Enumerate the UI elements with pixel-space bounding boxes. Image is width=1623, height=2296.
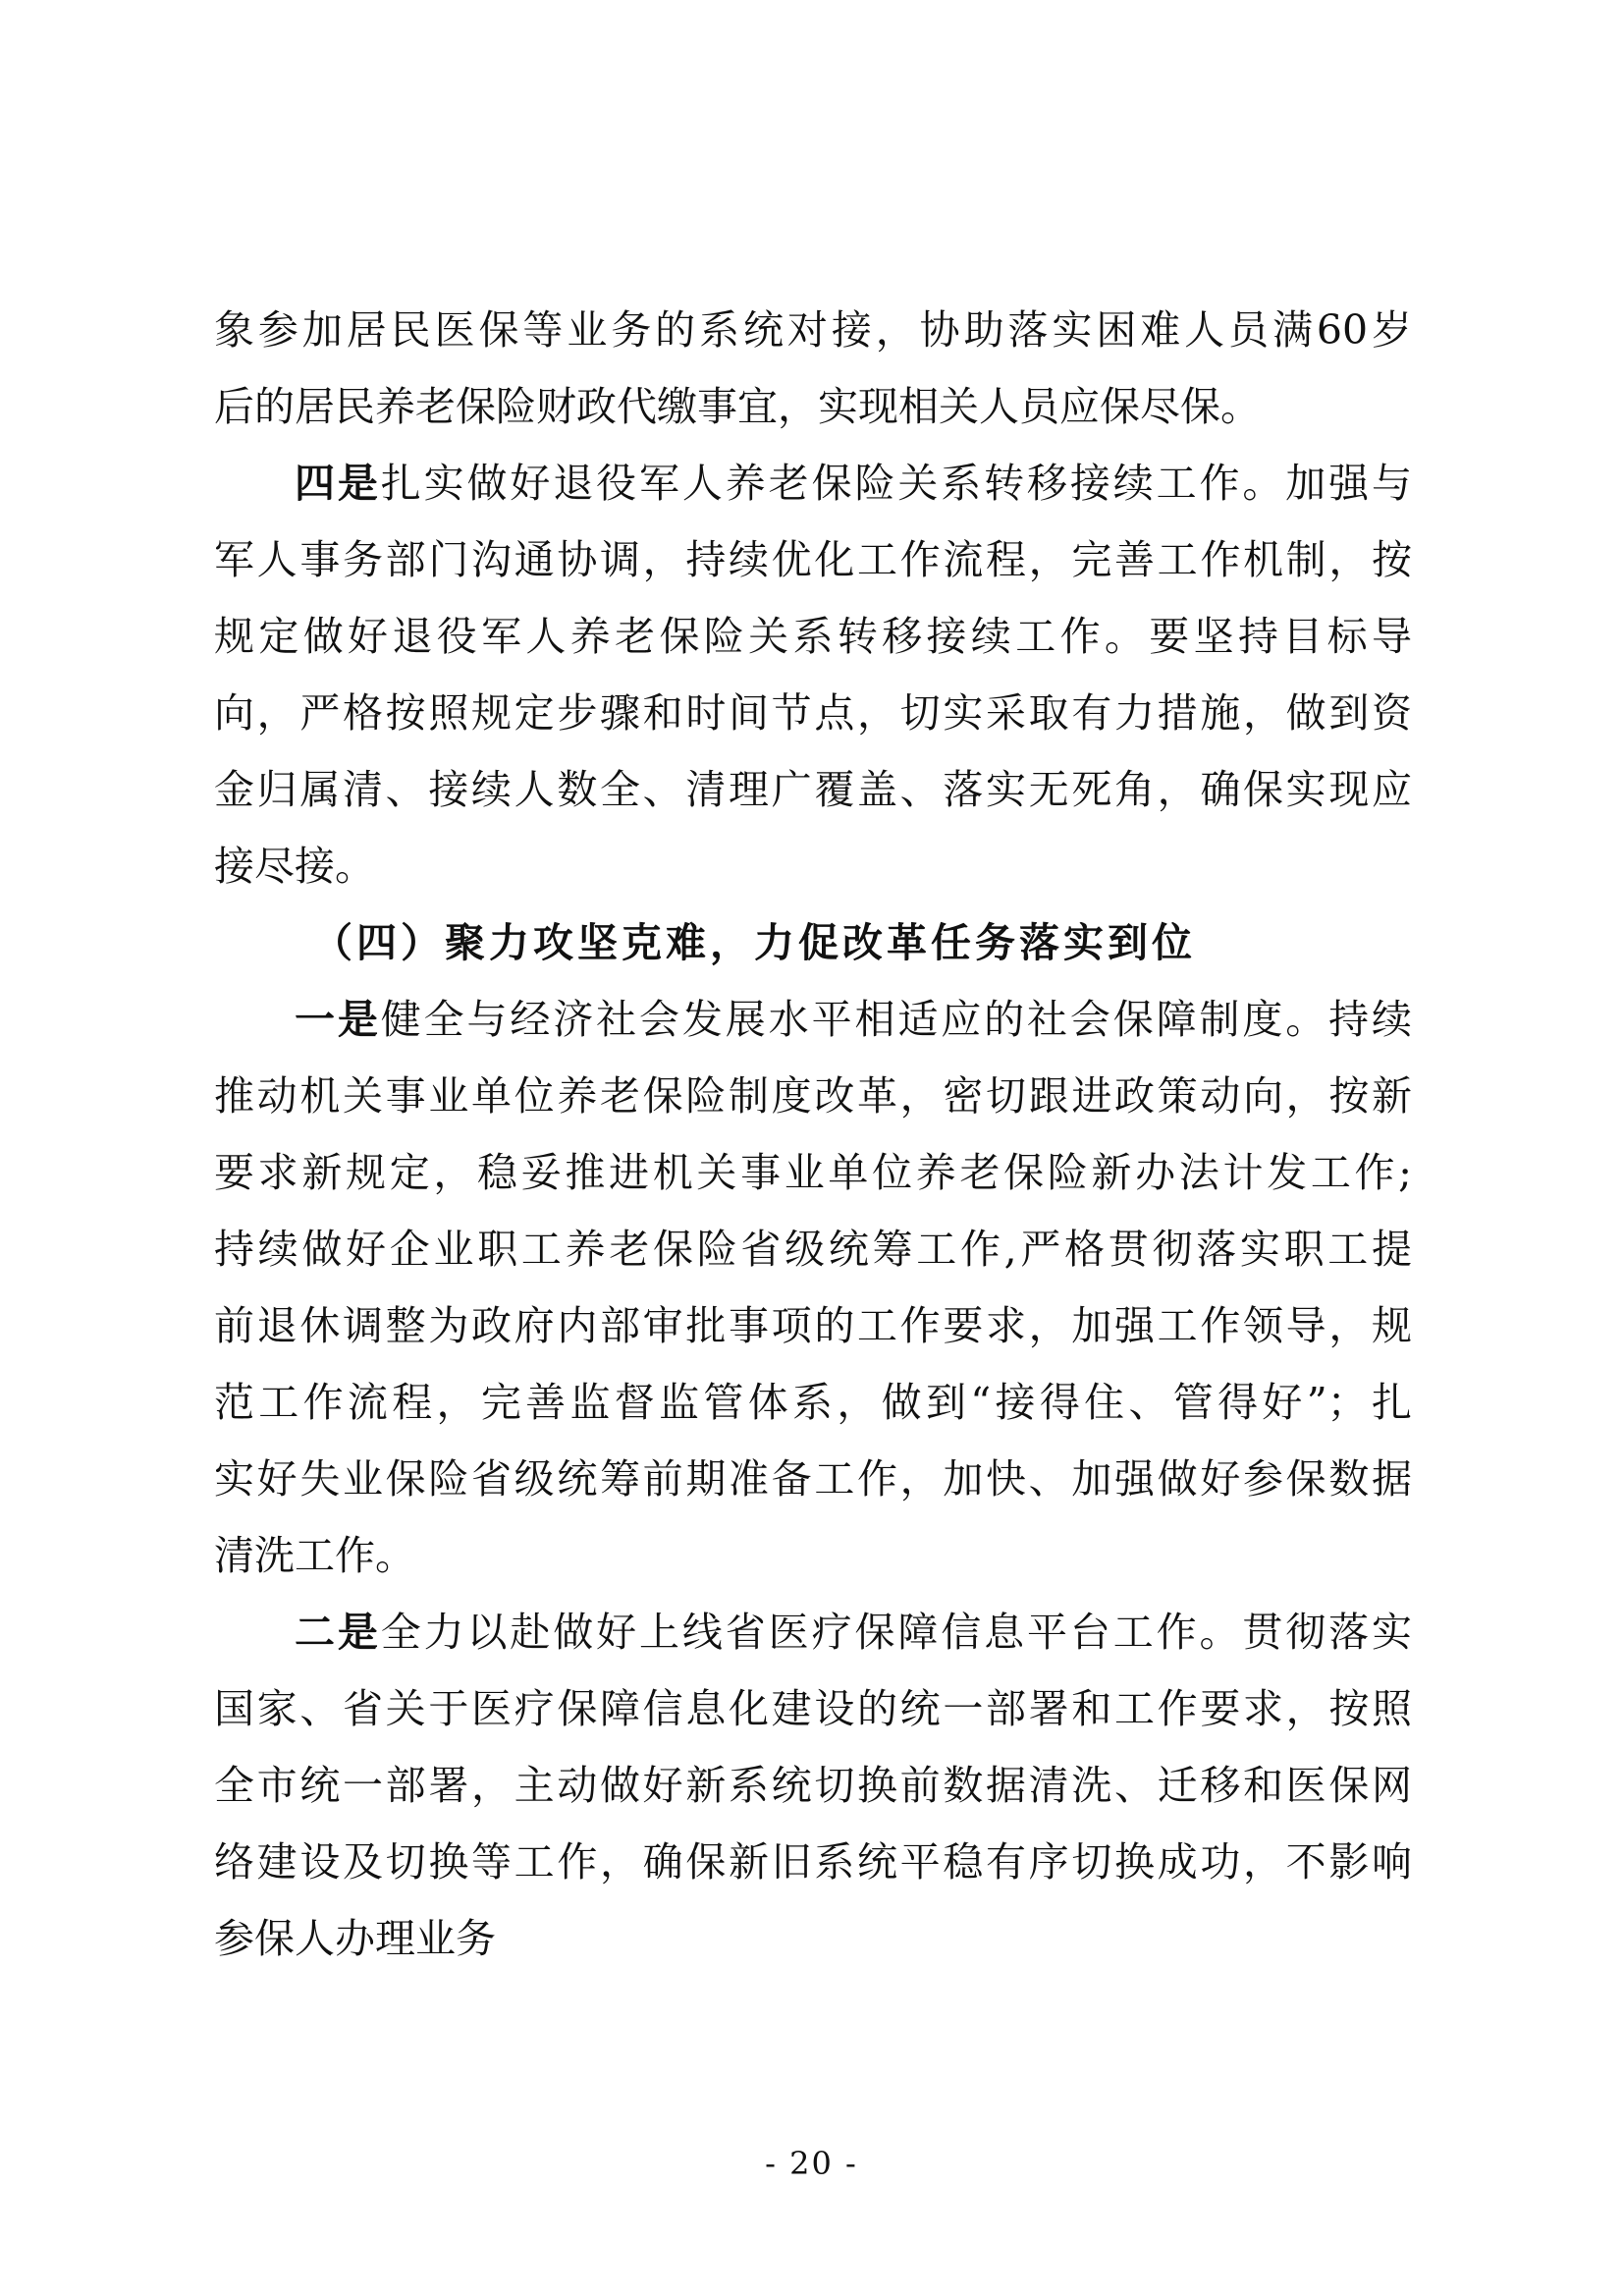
body-line: 络建设及切换等工作，确保新旧系统平稳有序切换成功，不影响 <box>214 1838 1412 1886</box>
body-line: 金归属清、接续人数全、清理广覆盖、落实无死角，确保实现应 <box>214 766 1412 813</box>
body-line: 军人事务部门沟通协调，持续优化工作流程，完善工作机制，按 <box>214 536 1412 583</box>
body-line: 全市统一部署，主动做好新系统切换前数据清洗、迁移和医保网 <box>214 1762 1412 1809</box>
paragraph-text: 全力以赴做好上线省医疗保障信息平台工作。贯彻落实 <box>380 1609 1413 1656</box>
paragraph-text: 扎实做好退役军人养老保险关系转移接续工作。加强与 <box>380 460 1413 507</box>
body-line: 清洗工作。 <box>214 1532 415 1579</box>
section-heading: （四）聚力攻坚克难，力促改革任务落实到位 <box>312 919 1196 966</box>
body-line: 持续做好企业职工养老保险省级统筹工作,严格贯彻落实职工提 <box>214 1226 1412 1273</box>
paragraph-lead: 二是 <box>295 1609 381 1656</box>
body-line: 前退休调整为政府内部审批事项的工作要求，加强工作领导，规 <box>214 1302 1412 1349</box>
paragraph-line <box>295 458 1412 509</box>
page-number: - 20 - <box>765 2145 858 2182</box>
body-line: 实好失业保险省级统筹前期准备工作，加快、加强做好参保数据 <box>214 1455 1412 1503</box>
body-line: 国家、省关于医疗保障信息化建设的统一部署和工作要求，按照 <box>214 1685 1412 1732</box>
body-line: 推动机关事业单位养老保险制度改革，密切跟进政策动向，按新 <box>214 1072 1412 1120</box>
paragraph-line <box>295 1607 1412 1658</box>
body-line: 象参加居民医保等业务的系统对接，协助落实困难人员满60岁 <box>214 306 1412 354</box>
body-line: 向，严格按照规定步骤和时间节点，切实采取有力措施，做到资 <box>214 689 1412 737</box>
body-line: 后的居民养老保险财政代缴事宜，实现相关人员应保尽保。 <box>214 383 1261 430</box>
body-line: 范工作流程，完善监督监管体系，做到“接得住、管得好”；扎 <box>214 1379 1412 1426</box>
body-line: 接尽接。 <box>214 843 375 890</box>
body-line: 要求新规定，稳妥推进机关事业单位养老保险新办法计发工作; <box>214 1149 1412 1196</box>
paragraph-lead: 一是 <box>295 996 381 1043</box>
body-line: 规定做好退役军人养老保险关系转移接续工作。要坚持目标导 <box>214 613 1412 660</box>
body-line: 参保人办理业务 <box>214 1915 496 1962</box>
paragraph-text: 健全与经济社会发展水平相适应的社会保障制度。持续 <box>380 996 1413 1043</box>
paragraph-lead: 四是 <box>295 460 381 507</box>
paragraph-line <box>295 994 1412 1045</box>
